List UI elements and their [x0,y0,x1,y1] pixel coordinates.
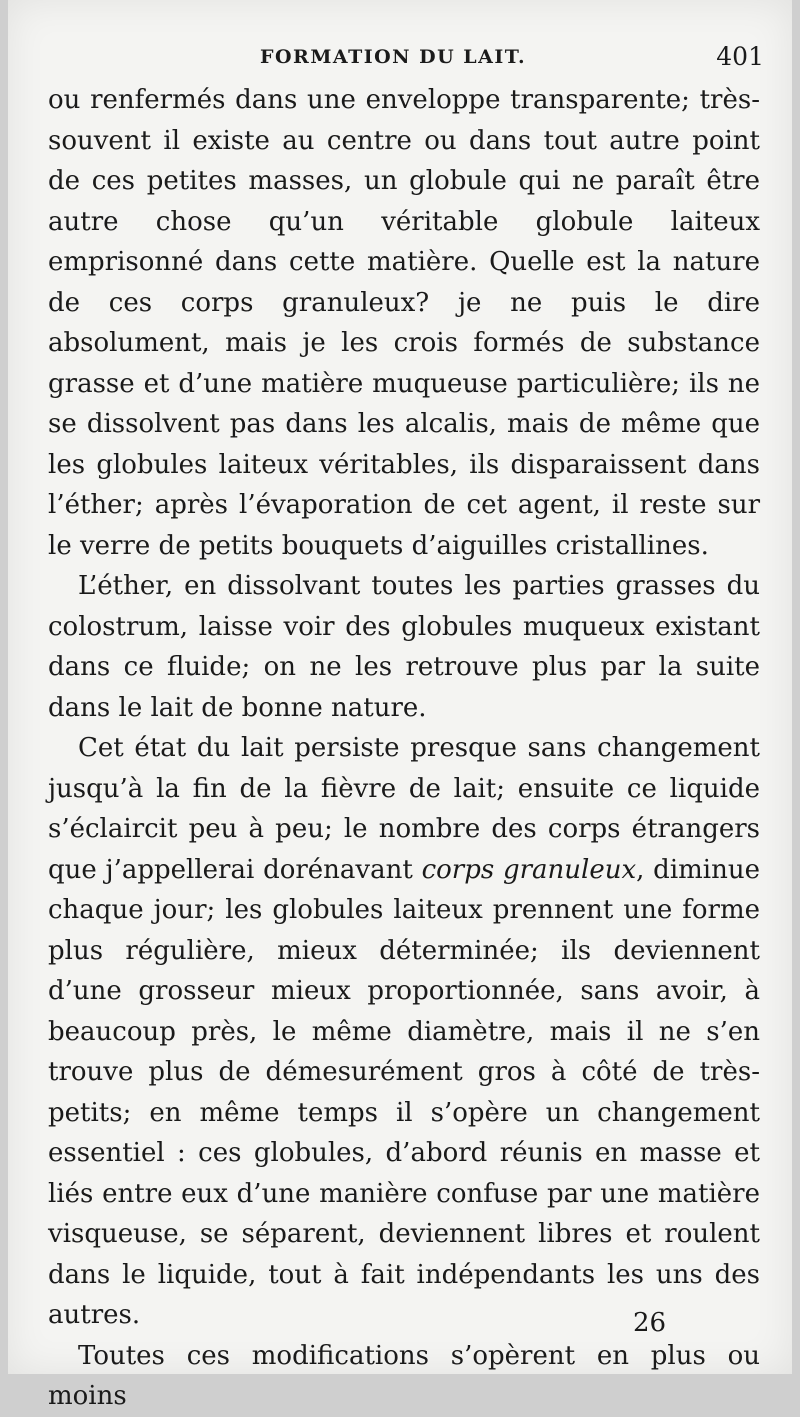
running-head: FORMATION DU LAIT. [260,46,527,68]
paragraph-3 [48,728,760,1336]
italic-term: corps granuleux [421,854,637,885]
page-header [8,42,792,82]
signature-mark: 26 [633,1308,667,1338]
paragraph-2: L’éther, en dissolvant toutes les parties grasses du colostrum, laisse voir des globules muqueux existant dans ce fluide; on ne les retrouve plus par la suite dans le lait de bonne nature. [48,571,760,723]
book-page [8,0,792,1411]
page-number: 401 [716,42,764,71]
paragraph-3-text-after: , diminue chaque jour; les globules laiteux prennent une forme plus régulière, mieux déterminée; ils deviennent d’une grosseur mieux proportionnée, sans avoir, à beaucoup près, le même diamètre, mais il ne s’en trouve plus de démesurément gros à côté de très-petits; en même temps il s’opère un changement essentiel : ces globules, d’abord réunis en masse et liés entre eux d’une manière confuse par une matière visqueuse, se séparent, deviennent libres et roulent dans le liquide, tout à fait indépendants les uns des autres. [48,854,760,1330]
paragraph-4: Toutes ces modifications s’opèrent en plus ou moins [48,1340,760,1411]
paragraph-3-text-before: Cet état du lait persiste presque sans changement jusqu’à la fin de la fièvre de lait; ensuite ce liquide s’éclaircit peu à peu; le nombre des corps étrangers que j’appellerai dorénavant [48,733,760,885]
paragraph-1: ou renfermés dans une enveloppe transparente; très-souvent il existe au centre ou dans tout autre point de ces petites masses, un globule qui ne paraît être autre chose qu’un véritable globule laiteux emprisonné dans cette matière. Quelle est la nature de ces corps granuleux? je ne puis le dire absolument, mais je les crois formés de substance grasse et d’une matière muqueuse particulière; ils ne se dissolvent pas dans les alcalis, mais de même que les globules laiteux véritables, ils disparaissent dans l’éther; après l’évaporation de cet agent, il reste sur le verre de petits bouquets d’aiguilles cristallines. [48,85,760,561]
body-text [48,80,760,1417]
